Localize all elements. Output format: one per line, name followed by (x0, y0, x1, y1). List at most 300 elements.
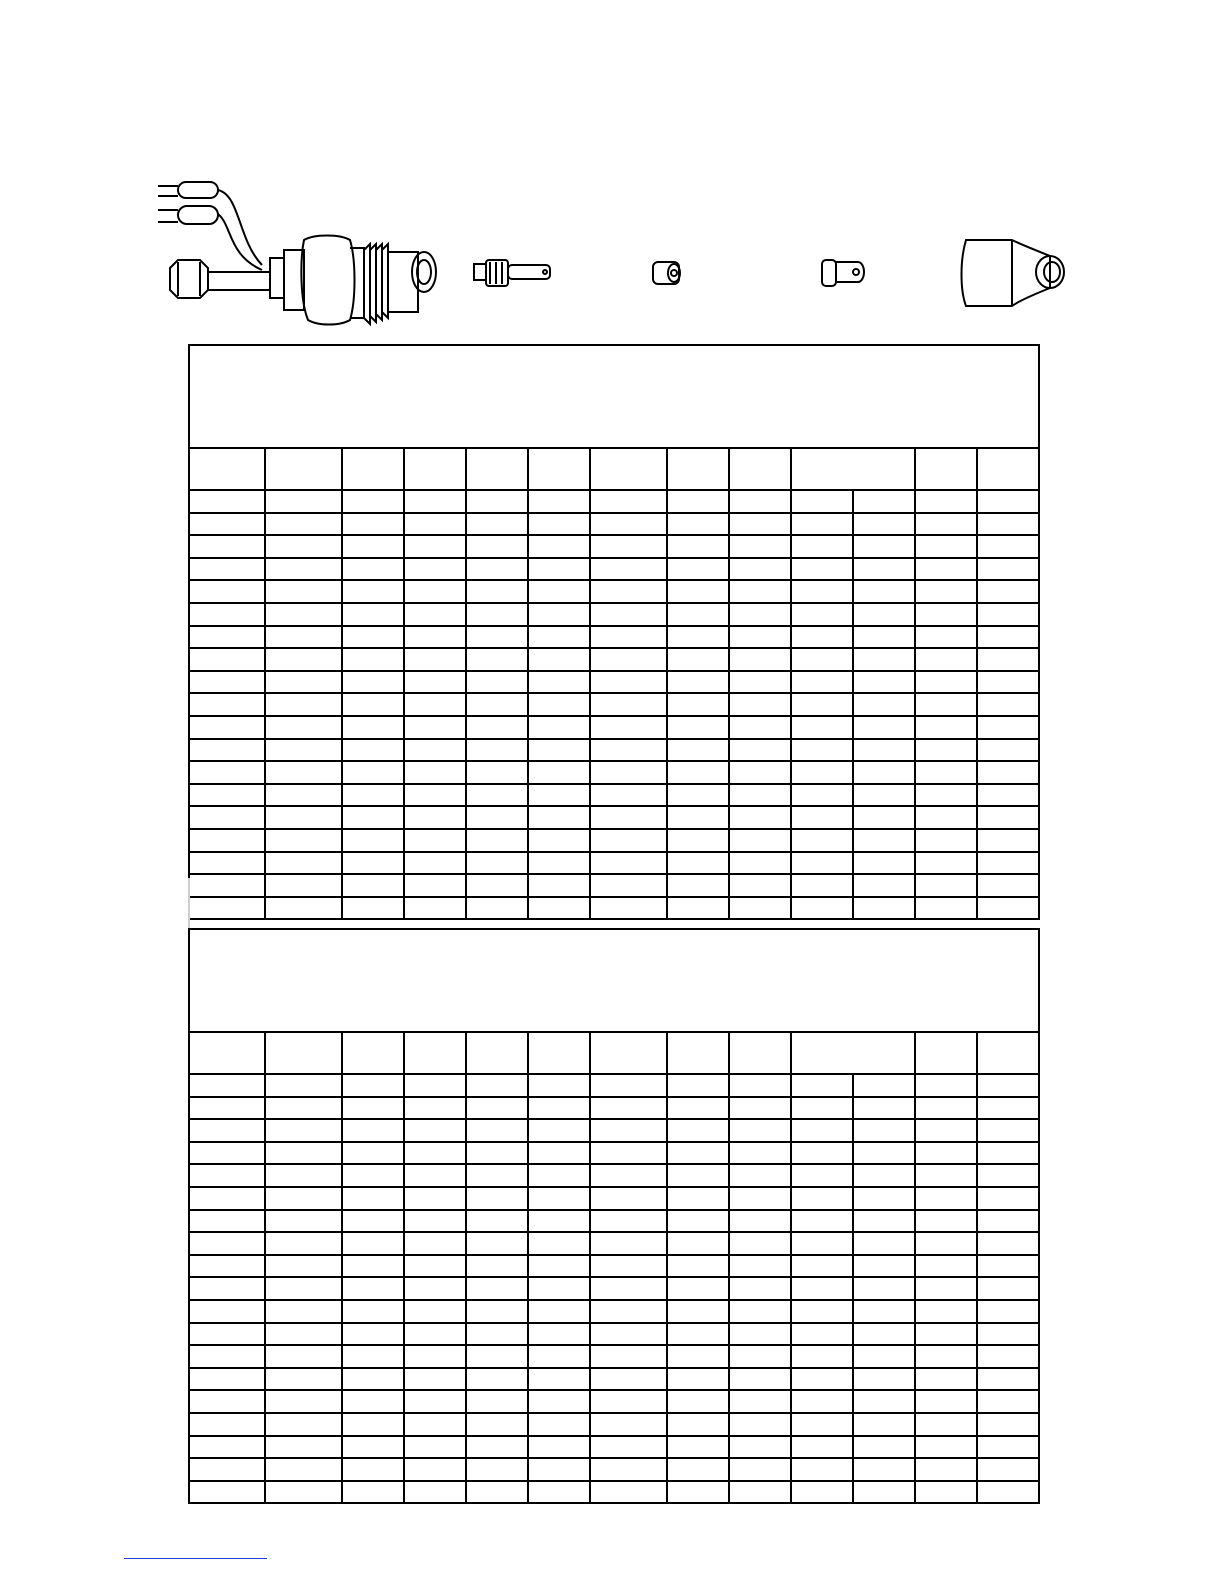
table-cell (189, 1323, 265, 1346)
table-cell (853, 1323, 915, 1346)
table-cell (528, 580, 590, 603)
table-cell (977, 1255, 1039, 1278)
table-cell (265, 1300, 342, 1323)
table-cell (791, 1458, 853, 1481)
table-row (189, 1210, 1039, 1233)
table-row (189, 580, 1039, 603)
table-cell (853, 580, 915, 603)
table-cell (977, 897, 1039, 920)
table-cell (915, 580, 977, 603)
table-cell (791, 1097, 853, 1120)
table-cell (729, 1074, 791, 1097)
table-cell (342, 806, 404, 829)
table-cell (528, 626, 590, 649)
table-cell (667, 784, 729, 807)
table-cell (729, 671, 791, 694)
table-cell (915, 648, 977, 671)
table-cell (265, 626, 342, 649)
table-cell (977, 1345, 1039, 1368)
table-cell (265, 1187, 342, 1210)
column-header (667, 448, 729, 490)
table-cell (915, 1164, 977, 1187)
table-cell (528, 716, 590, 739)
table-cell (729, 829, 791, 852)
table-cell (265, 829, 342, 852)
column-header (189, 1032, 265, 1074)
table-cell (189, 513, 265, 536)
table-cell (977, 558, 1039, 581)
column-header (791, 1032, 915, 1074)
table-row (189, 897, 1039, 920)
table-cell (729, 784, 791, 807)
table-cell (342, 1368, 404, 1391)
table-cell (404, 739, 466, 762)
table-cell (265, 1074, 342, 1097)
table-cell (189, 580, 265, 603)
table-cell (590, 693, 667, 716)
table-cell (729, 1323, 791, 1346)
table-cell (342, 693, 404, 716)
table-cell (977, 671, 1039, 694)
table-cell (342, 1345, 404, 1368)
table-cell (466, 1323, 528, 1346)
table-cell (977, 1368, 1039, 1391)
table-cell (853, 739, 915, 762)
table-cell (342, 874, 404, 897)
table-cell (342, 716, 404, 739)
table-cell (342, 1323, 404, 1346)
table-cell (528, 1458, 590, 1481)
table-cell (590, 1164, 667, 1187)
table-cell (404, 784, 466, 807)
table-cell (466, 648, 528, 671)
table-cell (590, 1345, 667, 1368)
table-cell (404, 761, 466, 784)
table-cell (853, 1074, 915, 1097)
table-row (189, 1255, 1039, 1278)
table-cell (404, 1142, 466, 1165)
table-cell (853, 1413, 915, 1436)
table-cell (791, 1210, 853, 1233)
table-cell (466, 603, 528, 626)
table-cell (977, 603, 1039, 626)
table-cell (342, 513, 404, 536)
table-cell (466, 806, 528, 829)
table-cell (466, 1300, 528, 1323)
table-cell (404, 1119, 466, 1142)
table-cell (853, 626, 915, 649)
table-cell (466, 784, 528, 807)
table-cell (590, 1368, 667, 1391)
table-cell (189, 1413, 265, 1436)
table-cell (189, 1232, 265, 1255)
table-cell (189, 535, 265, 558)
table-cell (791, 580, 853, 603)
table-cell (342, 558, 404, 581)
table-cell (466, 1097, 528, 1120)
table-cell (729, 513, 791, 536)
column-header (265, 1032, 342, 1074)
table-row (189, 535, 1039, 558)
table-cell (189, 1210, 265, 1233)
table-row (189, 1300, 1039, 1323)
table-cell (189, 897, 265, 920)
table-cell (528, 852, 590, 875)
table-cell (729, 874, 791, 897)
table-cell (265, 1436, 342, 1459)
table-cell (667, 1436, 729, 1459)
table-cell (667, 1368, 729, 1391)
table-cell (729, 1413, 791, 1436)
table-cell (528, 829, 590, 852)
table-cell (667, 671, 729, 694)
table-cell (915, 1345, 977, 1368)
table-cell (189, 1119, 265, 1142)
table-cell (265, 874, 342, 897)
table-cell (342, 1232, 404, 1255)
table-cell (729, 1277, 791, 1300)
table-cell (667, 1481, 729, 1504)
table-row (189, 513, 1039, 536)
table-cell (189, 829, 265, 852)
table-cell (853, 784, 915, 807)
table-cell (528, 603, 590, 626)
table-cell (729, 693, 791, 716)
table-cell (853, 1277, 915, 1300)
table-cell (667, 1300, 729, 1323)
table-cell (791, 535, 853, 558)
table-cell (466, 852, 528, 875)
table-cell (590, 784, 667, 807)
table-cell (189, 1345, 265, 1368)
table-cell (729, 897, 791, 920)
table-cell (404, 1323, 466, 1346)
table-cell (528, 558, 590, 581)
table-cell (915, 1074, 977, 1097)
table-cell (404, 1164, 466, 1187)
table-cell (853, 1119, 915, 1142)
table-cell (667, 1097, 729, 1120)
table-cell (977, 1413, 1039, 1436)
table-cell (342, 671, 404, 694)
table-cell (189, 1187, 265, 1210)
table-cell (265, 1255, 342, 1278)
table-cell (729, 626, 791, 649)
table-cell (189, 1390, 265, 1413)
table-cell (729, 1390, 791, 1413)
table-row (189, 852, 1039, 875)
table-cell (729, 603, 791, 626)
table-cell (466, 1074, 528, 1097)
table-cell (265, 513, 342, 536)
table-cell (977, 1390, 1039, 1413)
table-cell (915, 1368, 977, 1391)
column-header (915, 448, 977, 490)
table-cell (189, 626, 265, 649)
table-cell (342, 1436, 404, 1459)
table-cell (189, 1074, 265, 1097)
table-cell (853, 1187, 915, 1210)
table-cell (189, 716, 265, 739)
table-cell (189, 761, 265, 784)
table-cell (853, 1210, 915, 1233)
table-cell (915, 897, 977, 920)
table-cell (528, 1164, 590, 1187)
table-cell (404, 1074, 466, 1097)
table-cell (590, 1074, 667, 1097)
table-cell (977, 1074, 1039, 1097)
table-cell (791, 1142, 853, 1165)
table-row (189, 829, 1039, 852)
table-cell (466, 1390, 528, 1413)
table-cell (590, 897, 667, 920)
table-cell (342, 852, 404, 875)
table-cell (667, 603, 729, 626)
table-cell (915, 558, 977, 581)
table-cell (853, 490, 915, 513)
table-cell (189, 806, 265, 829)
consumable-parts-illustration (0, 0, 1224, 340)
table-cell (404, 1255, 466, 1278)
table-cell (729, 761, 791, 784)
table-cell (977, 1277, 1039, 1300)
table-cell (977, 1300, 1039, 1323)
table-cell (528, 648, 590, 671)
table-cell (729, 1142, 791, 1165)
table-cell (915, 1481, 977, 1504)
column-header (729, 448, 791, 490)
table-cell (667, 1390, 729, 1413)
table-cell (342, 784, 404, 807)
table-cell (265, 1119, 342, 1142)
table-cell (853, 648, 915, 671)
table-cell (466, 716, 528, 739)
table-cell (189, 1458, 265, 1481)
table-cell (404, 1368, 466, 1391)
column-header (342, 448, 404, 490)
table-cell (915, 806, 977, 829)
table-cell (791, 671, 853, 694)
table-cell (977, 693, 1039, 716)
table-cell (265, 1210, 342, 1233)
table-cell (590, 739, 667, 762)
table-row (189, 1164, 1039, 1187)
table-cell (342, 490, 404, 513)
table-cell (404, 897, 466, 920)
table-cell (404, 671, 466, 694)
table-cell (466, 1345, 528, 1368)
table-cell (729, 1436, 791, 1459)
table-cell (342, 1097, 404, 1120)
table-cell (404, 1345, 466, 1368)
table-cell (404, 1187, 466, 1210)
column-header (729, 1032, 791, 1074)
table-row (189, 693, 1039, 716)
table-cell (466, 580, 528, 603)
table-cell (729, 580, 791, 603)
table-cell (915, 603, 977, 626)
table-cell (853, 1300, 915, 1323)
table-cell (915, 739, 977, 762)
column-header (977, 448, 1039, 490)
table-cell (915, 1458, 977, 1481)
table-cell (404, 1277, 466, 1300)
table-cell (977, 1119, 1039, 1142)
table-cell (265, 1164, 342, 1187)
table-cell (977, 852, 1039, 875)
table-row (189, 1187, 1039, 1210)
table-cell (528, 535, 590, 558)
table-cell (342, 648, 404, 671)
table-cell (342, 535, 404, 558)
table-cell (667, 1142, 729, 1165)
table-cell (189, 784, 265, 807)
shield-cup-icon (962, 240, 1065, 306)
table-cell (404, 648, 466, 671)
table-cell (915, 761, 977, 784)
table-cell (915, 1210, 977, 1233)
column-header (342, 1032, 404, 1074)
table-cell (977, 784, 1039, 807)
table-cell (189, 852, 265, 875)
table-cell (590, 490, 667, 513)
column-header (404, 1032, 466, 1074)
table-cell (977, 1458, 1039, 1481)
table-cell (528, 671, 590, 694)
table-cell (528, 1277, 590, 1300)
table-cell (667, 1277, 729, 1300)
table-cell (466, 1413, 528, 1436)
table-cell (729, 1345, 791, 1368)
table-row (189, 648, 1039, 671)
table-cell (729, 535, 791, 558)
table-row (189, 1119, 1039, 1142)
table-cell (915, 874, 977, 897)
table-cell (791, 829, 853, 852)
table-cell (667, 829, 729, 852)
table-cell (189, 1300, 265, 1323)
table-cell (265, 1458, 342, 1481)
table-row (189, 1345, 1039, 1368)
table-cell (853, 716, 915, 739)
table-cell (729, 806, 791, 829)
table-cell (977, 739, 1039, 762)
column-header (977, 1032, 1039, 1074)
table-cell (590, 1210, 667, 1233)
table-cell (404, 580, 466, 603)
table-cell (528, 784, 590, 807)
column-header (189, 448, 265, 490)
table-cell (404, 1413, 466, 1436)
table-row (189, 1436, 1039, 1459)
table-cell (466, 626, 528, 649)
table-cell (667, 852, 729, 875)
table-cell (265, 603, 342, 626)
table-cell (791, 603, 853, 626)
electrode-icon (474, 260, 550, 286)
table-cell (528, 1210, 590, 1233)
table-cell (729, 1164, 791, 1187)
table-row (189, 1074, 1039, 1097)
table-cell (404, 693, 466, 716)
table-cell (404, 1390, 466, 1413)
table-cell (189, 648, 265, 671)
table-cell (977, 1481, 1039, 1504)
table-cell (853, 1481, 915, 1504)
table-cell (667, 1164, 729, 1187)
table-cell (466, 1210, 528, 1233)
table-cell (342, 1277, 404, 1300)
table-cell (404, 1436, 466, 1459)
table-cell (342, 1074, 404, 1097)
table-cell (590, 671, 667, 694)
table-cell (189, 490, 265, 513)
table-cell (189, 1097, 265, 1120)
table-cell (590, 1277, 667, 1300)
table-cell (915, 626, 977, 649)
table-cell (265, 806, 342, 829)
table-cell (265, 1481, 342, 1504)
table-cell (977, 1164, 1039, 1187)
table-cell (791, 490, 853, 513)
table-cell (404, 1232, 466, 1255)
table-cell (404, 513, 466, 536)
table-cell (265, 716, 342, 739)
table-cell (404, 603, 466, 626)
table-cell (667, 535, 729, 558)
table-row (189, 1458, 1039, 1481)
table-cell (667, 874, 729, 897)
table-cell (342, 626, 404, 649)
table-cell (915, 1119, 977, 1142)
table-cell (791, 716, 853, 739)
table-row (189, 626, 1039, 649)
table-cell (342, 1187, 404, 1210)
table-cell (265, 761, 342, 784)
table-cell (915, 671, 977, 694)
table-cell (791, 1187, 853, 1210)
table-cell (466, 535, 528, 558)
table-cell (791, 1119, 853, 1142)
table-cell (667, 513, 729, 536)
table-cell (791, 1368, 853, 1391)
table-cell (590, 1413, 667, 1436)
table-cell (729, 716, 791, 739)
table-cell (265, 535, 342, 558)
table-row (189, 1390, 1039, 1413)
table-cell (791, 558, 853, 581)
column-header (667, 1032, 729, 1074)
table-cell (915, 1097, 977, 1120)
table-cell (590, 1097, 667, 1120)
table-cell (590, 558, 667, 581)
table-cell (915, 716, 977, 739)
table-row (189, 716, 1039, 739)
table-cell (915, 1232, 977, 1255)
table-row (189, 1413, 1039, 1436)
table-cell (342, 829, 404, 852)
table-cell (590, 626, 667, 649)
table-cell (528, 1142, 590, 1165)
table-cell (667, 1345, 729, 1368)
table-cell (853, 852, 915, 875)
table-cell (791, 784, 853, 807)
table-cell (977, 806, 1039, 829)
column-header (528, 1032, 590, 1074)
table-cell (915, 1277, 977, 1300)
table-row (189, 874, 1039, 897)
table-cell (404, 1458, 466, 1481)
